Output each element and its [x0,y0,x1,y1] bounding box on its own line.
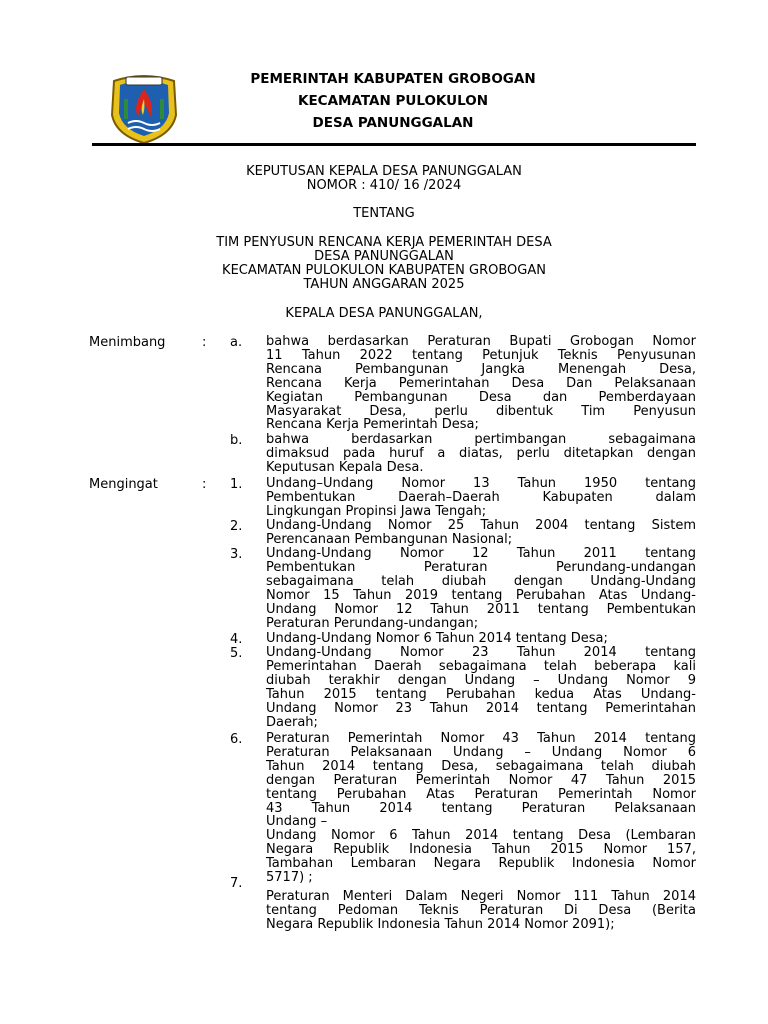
decree-subject-line: TIM PENYUSUN RENCANA KERJA PEMERINTAH DESA [216,235,552,250]
mengingat-item [266,732,696,885]
text-line: Peraturan Pemerintah Nomor 43 Tahun 2014 tentang [266,731,696,746]
text-line: Nomor 15 Tahun 2019 tentang Perubahan Atas Undang- [266,587,696,603]
decree-issuer: KEPALA DESA PANUNGGALAN, [285,306,483,321]
text-line: sebagaimana telah diubah dengan Undang-Undang [266,573,696,589]
letterhead-village: DESA PANUNGGALAN [312,115,474,131]
text-line: diubah terakhir dengan Undang – Undang Nomor 9 [266,672,696,688]
text-line: Rencana Kerja Pemerintahan Desa Dan Pelaksanaan [266,375,696,391]
text-line: Pembentukan Daerah–Daerah Kabupaten dalam [266,489,696,505]
mengingat-item [266,547,696,630]
text-line: Undang-Undang Nomor 12 Tahun 2011 tentang [266,546,696,561]
menimbang-item [266,335,696,432]
decree-subject-line: TAHUN ANGGARAN 2025 [303,277,465,292]
decree-title: KEPUTUSAN KEPALA DESA PANUNGGALAN [246,164,522,179]
decree-number: NOMOR : 410/ 16 /2024 [306,178,462,193]
letterhead-district: KECAMATAN PULOKULON [297,93,488,109]
text-line: Tambahan Lembaran Negara Republik Indonesia Nomor [266,856,696,872]
text-line: Masyarakat Desa, perlu dibentuk Tim Penyusun [266,403,696,419]
text-line: Tahun 2015 tentang Perubahan kedua Atas Undang- [266,686,696,702]
text-line: Keputusan Kepala Desa. [266,459,424,475]
text-line: 5717) ; [266,870,313,886]
mengingat-item [266,632,696,646]
menimbang-label: Menimbang [89,335,166,350]
mengingat-label: Mengingat [89,477,158,492]
text-line: 11 Tahun 2022 tentang Petunjuk Teknis Penyusunan [266,347,696,363]
text-line: Undang Nomor 6 Tahun 2014 tentang Desa (Lembaran [266,828,696,844]
text-line: tentang Perubahan Atas Peraturan Pemerintah Nomor [266,786,696,802]
text-line: bahwa berdasarkan Peraturan Bupati Grobogan Nomor [266,334,696,349]
item-marker: 1. [230,477,243,492]
text-line: Undang Nomor 12 Tahun 2011 tentang Pembentukan [266,601,696,617]
text-line: Rencana Pembangunan Jangka Menengah Desa, [266,361,696,377]
text-line: Kegiatan Pembangunan Desa dan Pemberdayaan [266,389,696,405]
decree-subject-line: KECAMATAN PULOKULON KABUPATEN GROBOGAN [222,263,546,278]
item-marker: 4. [230,632,243,647]
item-marker: 7. [230,876,243,891]
mengingat-item [266,519,696,547]
text-line: Pembentukan Peraturan Perundang-undangan [266,559,696,575]
item-marker: b. [230,433,243,448]
text-line: Negara Republik Indonesia Tahun 2015 Nomor 157, [266,842,696,858]
text-line: Undang-Undang Nomor 23 Tahun 2014 tentang [266,645,696,660]
mengingat-item [266,477,696,519]
text-line: Rencana Kerja Pemerintah Desa; [266,417,479,433]
mengingat-item [266,890,696,932]
item-marker: 3. [230,547,243,562]
text-line: Perencanaan Pembangunan Nasional; [266,531,513,547]
text-line: Daerah; [266,714,318,730]
text-line: tentang Pedoman Teknis Peraturan Di Desa (Berita [266,902,696,918]
text-line: Undang – [266,814,328,830]
text-line: Peraturan Pelaksanaan Undang – Undang Nomor 6 [266,744,696,760]
letterhead-divider [92,143,696,146]
text-line: 43 Tahun 2014 tentang Peraturan Pelaksanaan [266,800,696,816]
mengingat-item [266,646,696,729]
decree-about: TENTANG [353,206,415,221]
text-line: bahwa berdasarkan pertimbangan sebagaimana [266,432,696,447]
section-colon: : [202,477,207,492]
item-marker: 6. [230,732,243,747]
text-line: Pemerintahan Daerah sebagaimana telah beberapa kali [266,658,696,674]
text-line: Negara Republik Indonesia Tahun 2014 Nomor 2091); [266,916,615,932]
text-line: Peraturan Menteri Dalam Negeri Nomor 111 Tahun 2014 [266,889,696,904]
text-line: Undang–Undang Nomor 13 Tahun 1950 tentang [266,476,696,491]
text-line: Peraturan Perundang-undangan; [266,615,479,631]
text-line: Undang-Undang Nomor 25 Tahun 2004 tentang Sistem [266,518,696,533]
item-marker: a. [230,335,243,350]
text-line: Undang-Undang Nomor 6 Tahun 2014 tentang Desa; [266,631,608,646]
menimbang-item [266,433,696,475]
text-line: dengan Peraturan Pemerintah Nomor 47 Tahun 2015 [266,772,696,788]
text-line: Tahun 2014 tentang Desa, sebagaimana telah diubah [266,758,696,774]
letterhead-government: PEMERINTAH KABUPATEN GROBOGAN [250,71,536,87]
text-line: Undang Nomor 23 Tahun 2014 tentang Pemerintahan [266,700,696,716]
section-colon: : [202,335,207,350]
item-marker: 2. [230,519,243,534]
text-line: Lingkungan Propinsi Jawa Tengah; [266,503,487,519]
item-marker: 5. [230,646,243,661]
decree-subject-line: DESA PANUNGGALAN [314,249,454,264]
text-line: dimaksud pada huruf a diatas, perlu ditetapkan dengan [266,445,696,461]
